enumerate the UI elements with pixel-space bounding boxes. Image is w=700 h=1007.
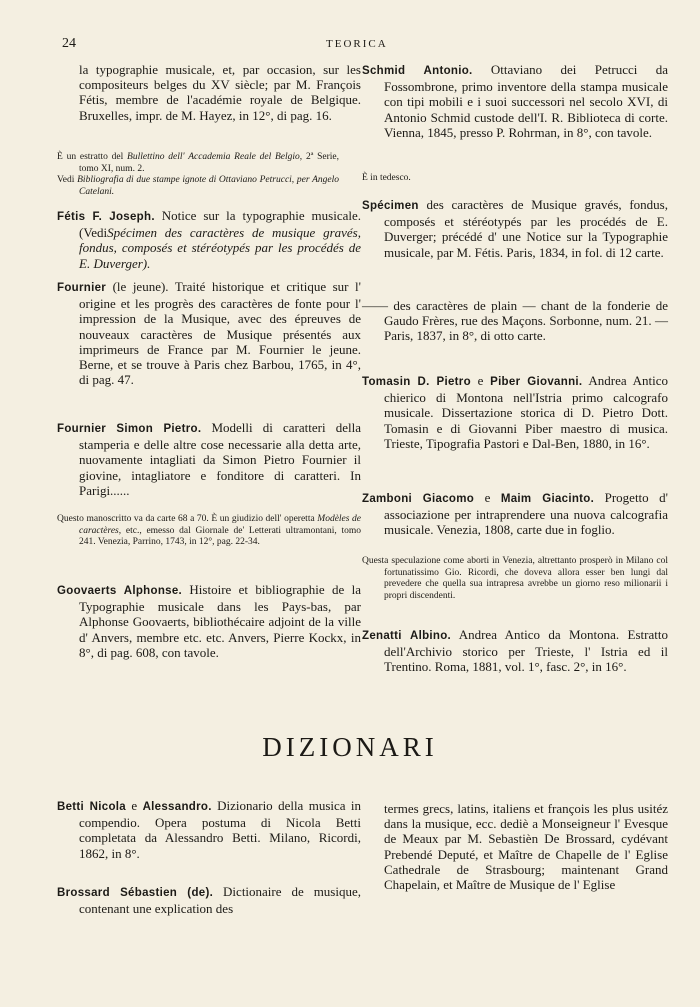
entry-fetis-continuation: la typographie musicale, et, par occasion, sur les compositeurs belges du XV siècle; par M. François Fétis, membre de l'académie royale de Belgique. Bruxelles, impr. de M. Hayez, in 12°, di pag. 16. <box>79 62 361 123</box>
entry-brossard-continuation: termes grecs, latins, italiens et françois les plus usitéz dans la musique, ecc. dediè a Monseigneur l' Evesque de Meaux par M. Sebastièn De Brossard, cydévant Prebendé Deputé, et Maître de Chapelle de l' Eglise Cathedrale de Strasbourg; maintenant Grand Chapelain, et Maître de Musique de l' Eglise <box>384 801 668 893</box>
author-name: Fétis F. Joseph. <box>57 211 155 223</box>
author-name: Betti Nicola <box>57 801 126 813</box>
page-number: 24 <box>62 36 76 51</box>
right-column-dizionari <box>362 801 668 1001</box>
author-name: Schmid Antonio. <box>362 65 473 77</box>
author-name: Fournier <box>57 282 107 294</box>
entry-fournier-simon-pietro: Fournier Simon Pietro. Modelli di caratteri della stamperia e delle altre cose necessarie alla detta arte, nuovamente intagliati da Simon Pietro Fournier il giovine, intagliatore e fonditore di caratteri. In Parigi...... <box>57 420 361 498</box>
left-column-dizionari <box>57 798 362 998</box>
entry-zenatti: Zenatti Albino. Andrea Antico da Montona. Estratto dell'Archivio storico per Trieste, l' Istria ed il Trentino. Roma, 1881, vol. 1°, fasc. 2°, in 16°. <box>362 627 668 675</box>
section-title: DIZIONARI <box>262 732 438 762</box>
author-name: Zamboni Giacomo <box>362 493 475 505</box>
entry-tomasin-piber: Tomasin D. Pietro e Piber Giovanni. Andrea Antico chierico di Montona nell'Istria primo calcografo musicale. Dissertazione storica di D. Pietro Dott. Tomasin e di Giovanni Piber maestro di musica. Trieste, Tipografia Pastori e Dal-Ben, 1880, in 16°. <box>362 373 669 451</box>
author-name: Piber Giovanni. <box>490 376 583 388</box>
right-column <box>362 62 669 682</box>
entry-goovaerts: Goovaerts Alphonse. Histoire et bibliographie de la Typographie musicale dans les Pays-bas, par Alphonse Goovaerts, bibliothécaire adjoint de la ville d' Anvers, membre etc. etc. Anvers, Pierre Kockx, in 8°, di pag. 608, con tavole. <box>57 582 362 660</box>
note-tedesco: È in tedesco. <box>362 173 411 183</box>
entry-schmid: Schmid Antonio. Ottaviano dei Petrucci da Fossombrone, primo inventore della stampa musicale con tipi mobili e i suoi successori nel secolo XVI, di Antonio Schmid custode dell'I. R. Biblioteca di corte. Vienna, 1845, presso P. Rohrman, in 8°, con tavole. <box>362 62 668 140</box>
author-name: Alessandro. <box>142 801 212 813</box>
author-name: Brossard Sébastien (de). <box>57 887 214 899</box>
author-name: Goovaerts Alphonse. <box>57 585 183 597</box>
entry-title-name: Spécimen <box>362 200 419 212</box>
author-name: Maim Giacinto. <box>500 493 595 505</box>
entry-specimen: Spécimen des caractères de Musique gravés, fondus, composés et stéréotypés par les procédés de E. Duverger; précédé d' une Notice sur la Typographie musicale, par M. Fétis. Paris, 1834, in fol. di 12 carte. <box>362 197 668 260</box>
author-name: Zenatti Albino. <box>362 630 452 642</box>
entry-zamboni-maim: Zamboni Giacomo e Maim Giacinto. Progetto d' associazione per intraprendere una nuova calcografia musicale. Venezia, 1808, carte due in foglio. <box>362 490 669 538</box>
author-name: Tomasin D. Pietro <box>362 376 471 388</box>
note-ricordi: Questa speculazione come aborti in Venezia, altrettanto prosperò in Milano col fortunatissimo Gio. Ricordi, che doveva allora esser ben lungi dal prevedere che quella sua intrapresa avrebbe un giorno reso milionarii i propri discendenti. <box>362 556 668 601</box>
entry-plain-chant: —— des caractères de plain — chant de la fonderie de Gaudo Frères, rue des Maçons. Sorbonne, num. 21. — Paris, 1837, in 8°, di otto carte. <box>362 298 668 344</box>
note-bullettino: È un estratto del Bullettino dell' Accademia Reale del Belgio, 2ª Serie, tomo XI, num. 2. Vedi Bibliografia di due stampe ignote di Ottaviano Petrucci, per Angelo Catelani. <box>57 152 340 197</box>
left-column <box>57 62 362 682</box>
entry-fournier-jeune: Fournier (le jeune). Traité historique et critique sur l' origine et les progrès des caractères de fonte pour l' impression de la Musique, avec des épreuves de nouveaux caractères de Musique présentés aux imprimeurs de France par M. Fournier le jeune. Berne, et se trouve à Paris chez Barbou, 1765, in 4°, di pag. 47. <box>57 279 361 388</box>
running-head: TEORICA <box>326 38 388 50</box>
author-name: Fournier Simon Pietro. <box>57 423 202 435</box>
entry-betti: Betti Nicola e Alessandro. Dizionario della musica in compendio. Opera postuma di Nicola Betti completata da Alessandro Betti. Milano, Ricordi, 1862, in 8°. <box>57 798 362 861</box>
entry-brossard: Brossard Sébastien (de). Dictionaire de musique, contenant une explication des <box>57 884 361 917</box>
entry-fetis-joseph: Fétis F. Joseph. Notice sur la typographie musicale. (VediSpécimen des caractères de musique gravés, fondus, composés et stéréotypés par les procédés de E. Duverger). <box>57 208 361 271</box>
note-modeles: Questo manoscritto va da carte 68 a 70. È un giudizio dell' operetta Modèles de caractères, etc., emesso dal Giornale de' Letterati ultramontani, tomo 241. Venezia, Parrino, 1743, in 12°, pag. 22-34. <box>57 514 362 547</box>
